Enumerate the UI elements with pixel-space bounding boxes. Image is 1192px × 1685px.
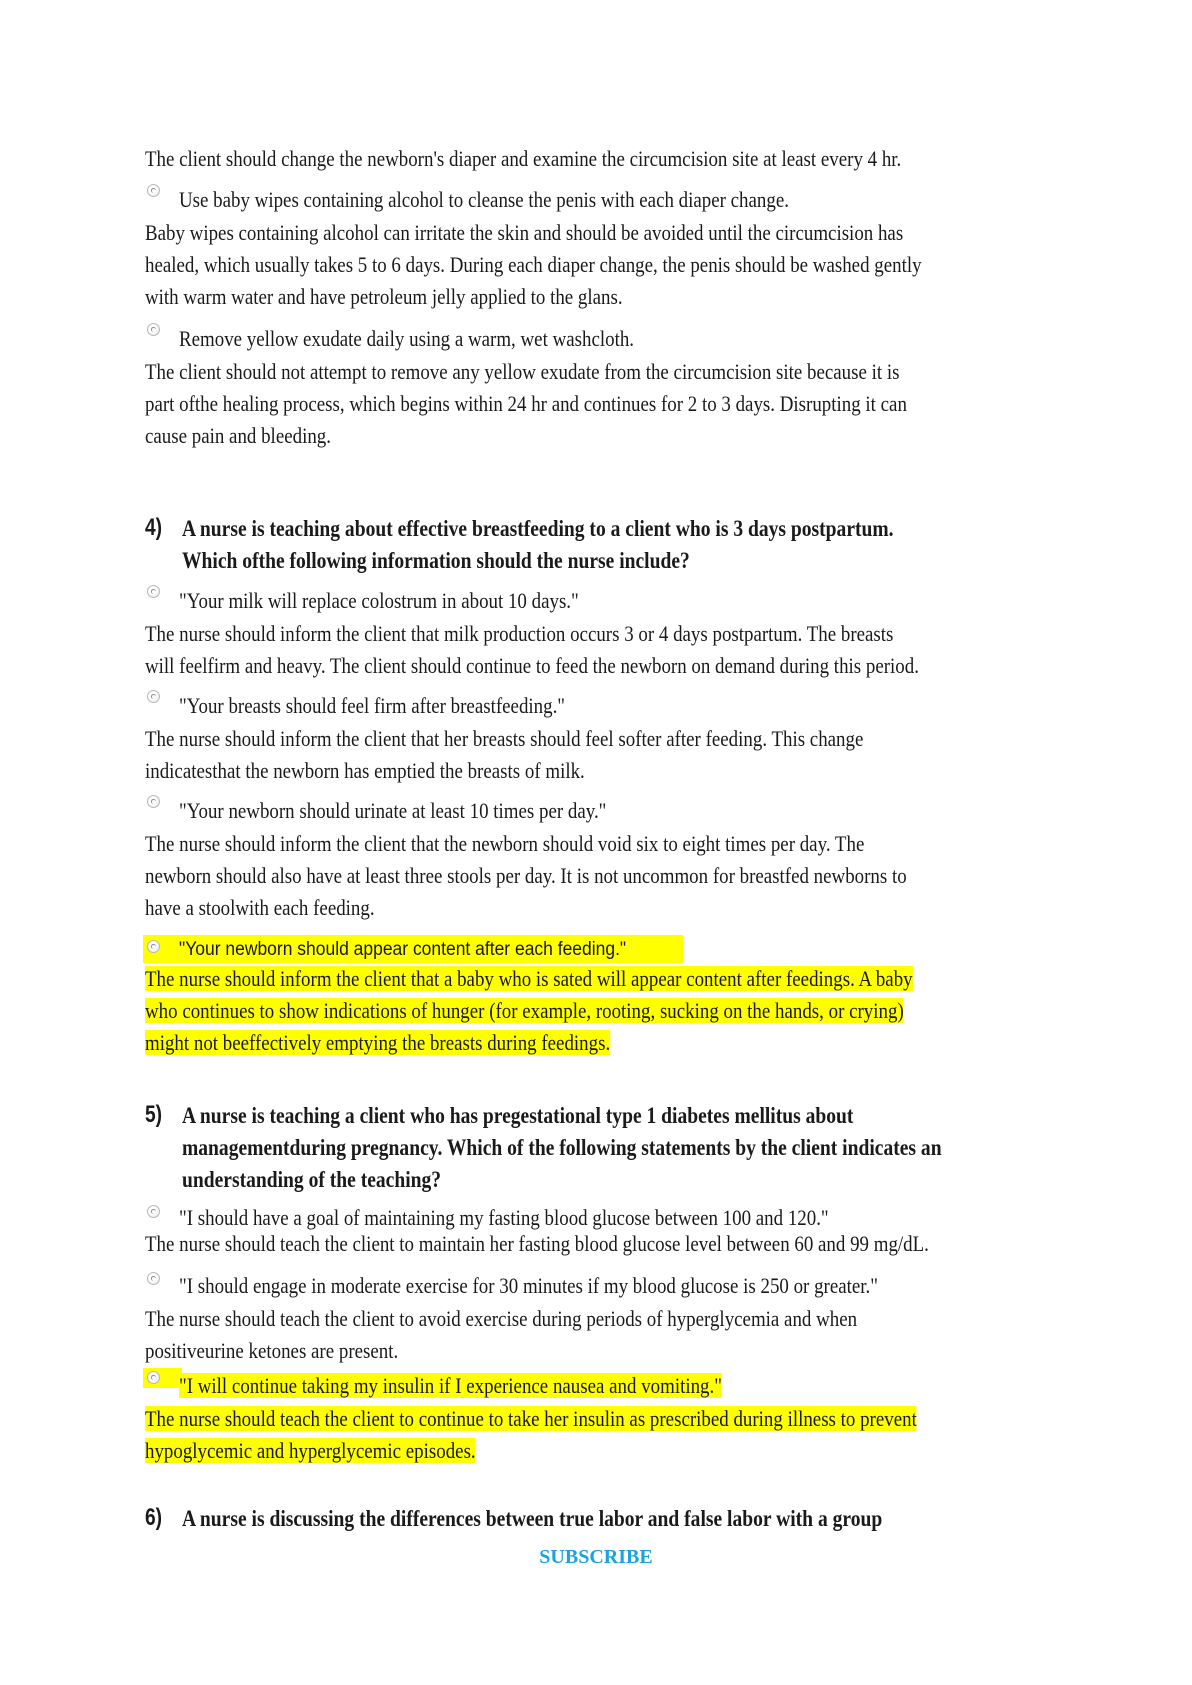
answer-option[interactable]: "I should have a goal of maintaining my fasting blood glucose between 100 and 120." xyxy=(179,1205,829,1230)
question-text: understanding of the teaching? xyxy=(182,1167,442,1192)
rationale-text: healed, which usually takes 5 to 6 days. During each diaper change, the penis should be washed gently xyxy=(145,252,922,277)
radio-option-icon[interactable] xyxy=(147,1272,160,1285)
question-text: A nurse is teaching a client who has pregestational type 1 diabetes mellitus about xyxy=(182,1103,854,1128)
rationale-text: have a stoolwith each feeding. xyxy=(145,895,375,920)
highlighted-line: The nurse should teach the client to continue to take her insulin as prescribed during illness to prevent xyxy=(145,1406,917,1431)
correct-answer-option[interactable]: "Your newborn should appear content after each feeding." xyxy=(179,939,627,960)
rationale-text: will feelfirm and heavy. The client should continue to feed the newborn on demand during this period. xyxy=(145,653,919,678)
question-text: Which ofthe following information should the nurse include? xyxy=(182,548,690,573)
highlighted-line: "I will continue taking my insulin if I experience nausea and vomiting." xyxy=(179,1373,722,1398)
rationale-text: The client should change the newborn's diaper and examine the circumcision site at least every 4 hr. xyxy=(145,146,902,171)
radio-option-icon[interactable] xyxy=(147,795,160,808)
question-text: managementduring pregnancy. Which of the following statements by the client indicates an xyxy=(182,1135,942,1160)
rationale-text: cause pain and bleeding. xyxy=(145,423,331,448)
answer-option[interactable]: "Your breasts should feel firm after breastfeeding." xyxy=(179,693,566,718)
question-number: 6) xyxy=(145,1504,163,1531)
subscribe-link[interactable]: SUBSCRIBE xyxy=(539,1546,653,1568)
radio-option-icon[interactable] xyxy=(147,940,160,953)
rationale-text-highlighted xyxy=(145,963,913,995)
answer-option[interactable]: "I should engage in moderate exercise for 30 minutes if my blood glucose is 250 or greater." xyxy=(179,1273,879,1298)
radio-option-icon[interactable] xyxy=(147,585,160,598)
rationale-text-highlighted xyxy=(145,1027,610,1059)
highlighted-line: hypoglycemic and hyperglycemic episodes. xyxy=(145,1438,476,1463)
rationale-text: The nurse should inform the client that the newborn should void six to eight times per day. The xyxy=(145,831,865,856)
answer-option[interactable]: "Your newborn should urinate at least 10 times per day." xyxy=(179,798,607,823)
radio-option-icon[interactable] xyxy=(147,690,160,703)
answer-option[interactable]: "Your milk will replace colostrum in about 10 days." xyxy=(179,588,579,613)
highlighted-line: might not beeffectively emptying the breasts during feedings. xyxy=(145,1030,611,1055)
highlighted-line: The nurse should inform the client that a baby who is sated will appear content after feedings. A baby xyxy=(145,966,913,991)
rationale-text: The nurse should inform the client that her breasts should feel softer after feeding. This change xyxy=(145,726,864,751)
rationale-text: The nurse should teach the client to maintain her fasting blood glucose level between 60 and 99 mg/dL. xyxy=(145,1231,929,1256)
radio-option-icon[interactable] xyxy=(147,1371,160,1384)
question-number: 4) xyxy=(145,514,163,541)
rationale-text: with warm water and have petroleum jelly applied to the glans. xyxy=(145,284,623,309)
rationale-text: part ofthe healing process, which begins within 24 hr and continues for 2 to 3 days. Disrupting it can xyxy=(145,391,907,416)
highlighted-line: who continues to show indications of hunger (for example, rooting, sucking on the hands, or crying) xyxy=(145,998,904,1023)
rationale-text: Baby wipes containing alcohol can irritate the skin and should be avoided until the circumcision has xyxy=(145,220,904,245)
radio-option-icon[interactable] xyxy=(147,323,160,336)
answer-option[interactable]: Remove yellow exudate daily using a warm, wet washcloth. xyxy=(179,326,635,351)
question-text: A nurse is discussing the differences between true labor and false labor with a group xyxy=(182,1506,883,1531)
radio-option-icon[interactable] xyxy=(147,184,160,197)
rationale-text: indicatesthat the newborn has emptied the breasts of milk. xyxy=(145,758,585,783)
rationale-text: positiveurine ketones are present. xyxy=(145,1338,399,1363)
rationale-text: The nurse should teach the client to avoid exercise during periods of hyperglycemia and when xyxy=(145,1306,858,1331)
rationale-text-highlighted xyxy=(145,995,904,1027)
rationale-text: The client should not attempt to remove any yellow exudate from the circumcision site because it is xyxy=(145,359,900,384)
correct-answer-option[interactable] xyxy=(179,1371,722,1401)
rationale-text: The nurse should inform the client that milk production occurs 3 or 4 days postpartum. The breasts xyxy=(145,621,894,646)
rationale-text-highlighted xyxy=(145,1403,917,1435)
rationale-text: newborn should also have at least three stools per day. It is not uncommon for breastfed newborns to xyxy=(145,863,907,888)
question-number: 5) xyxy=(145,1101,163,1128)
radio-option-icon[interactable] xyxy=(147,1205,160,1218)
question-text: A nurse is teaching about effective breastfeeding to a client who is 3 days postpartum. xyxy=(182,516,894,541)
answer-option[interactable]: Use baby wipes containing alcohol to cleanse the penis with each diaper change. xyxy=(179,187,789,212)
rationale-text-highlighted xyxy=(145,1435,476,1467)
